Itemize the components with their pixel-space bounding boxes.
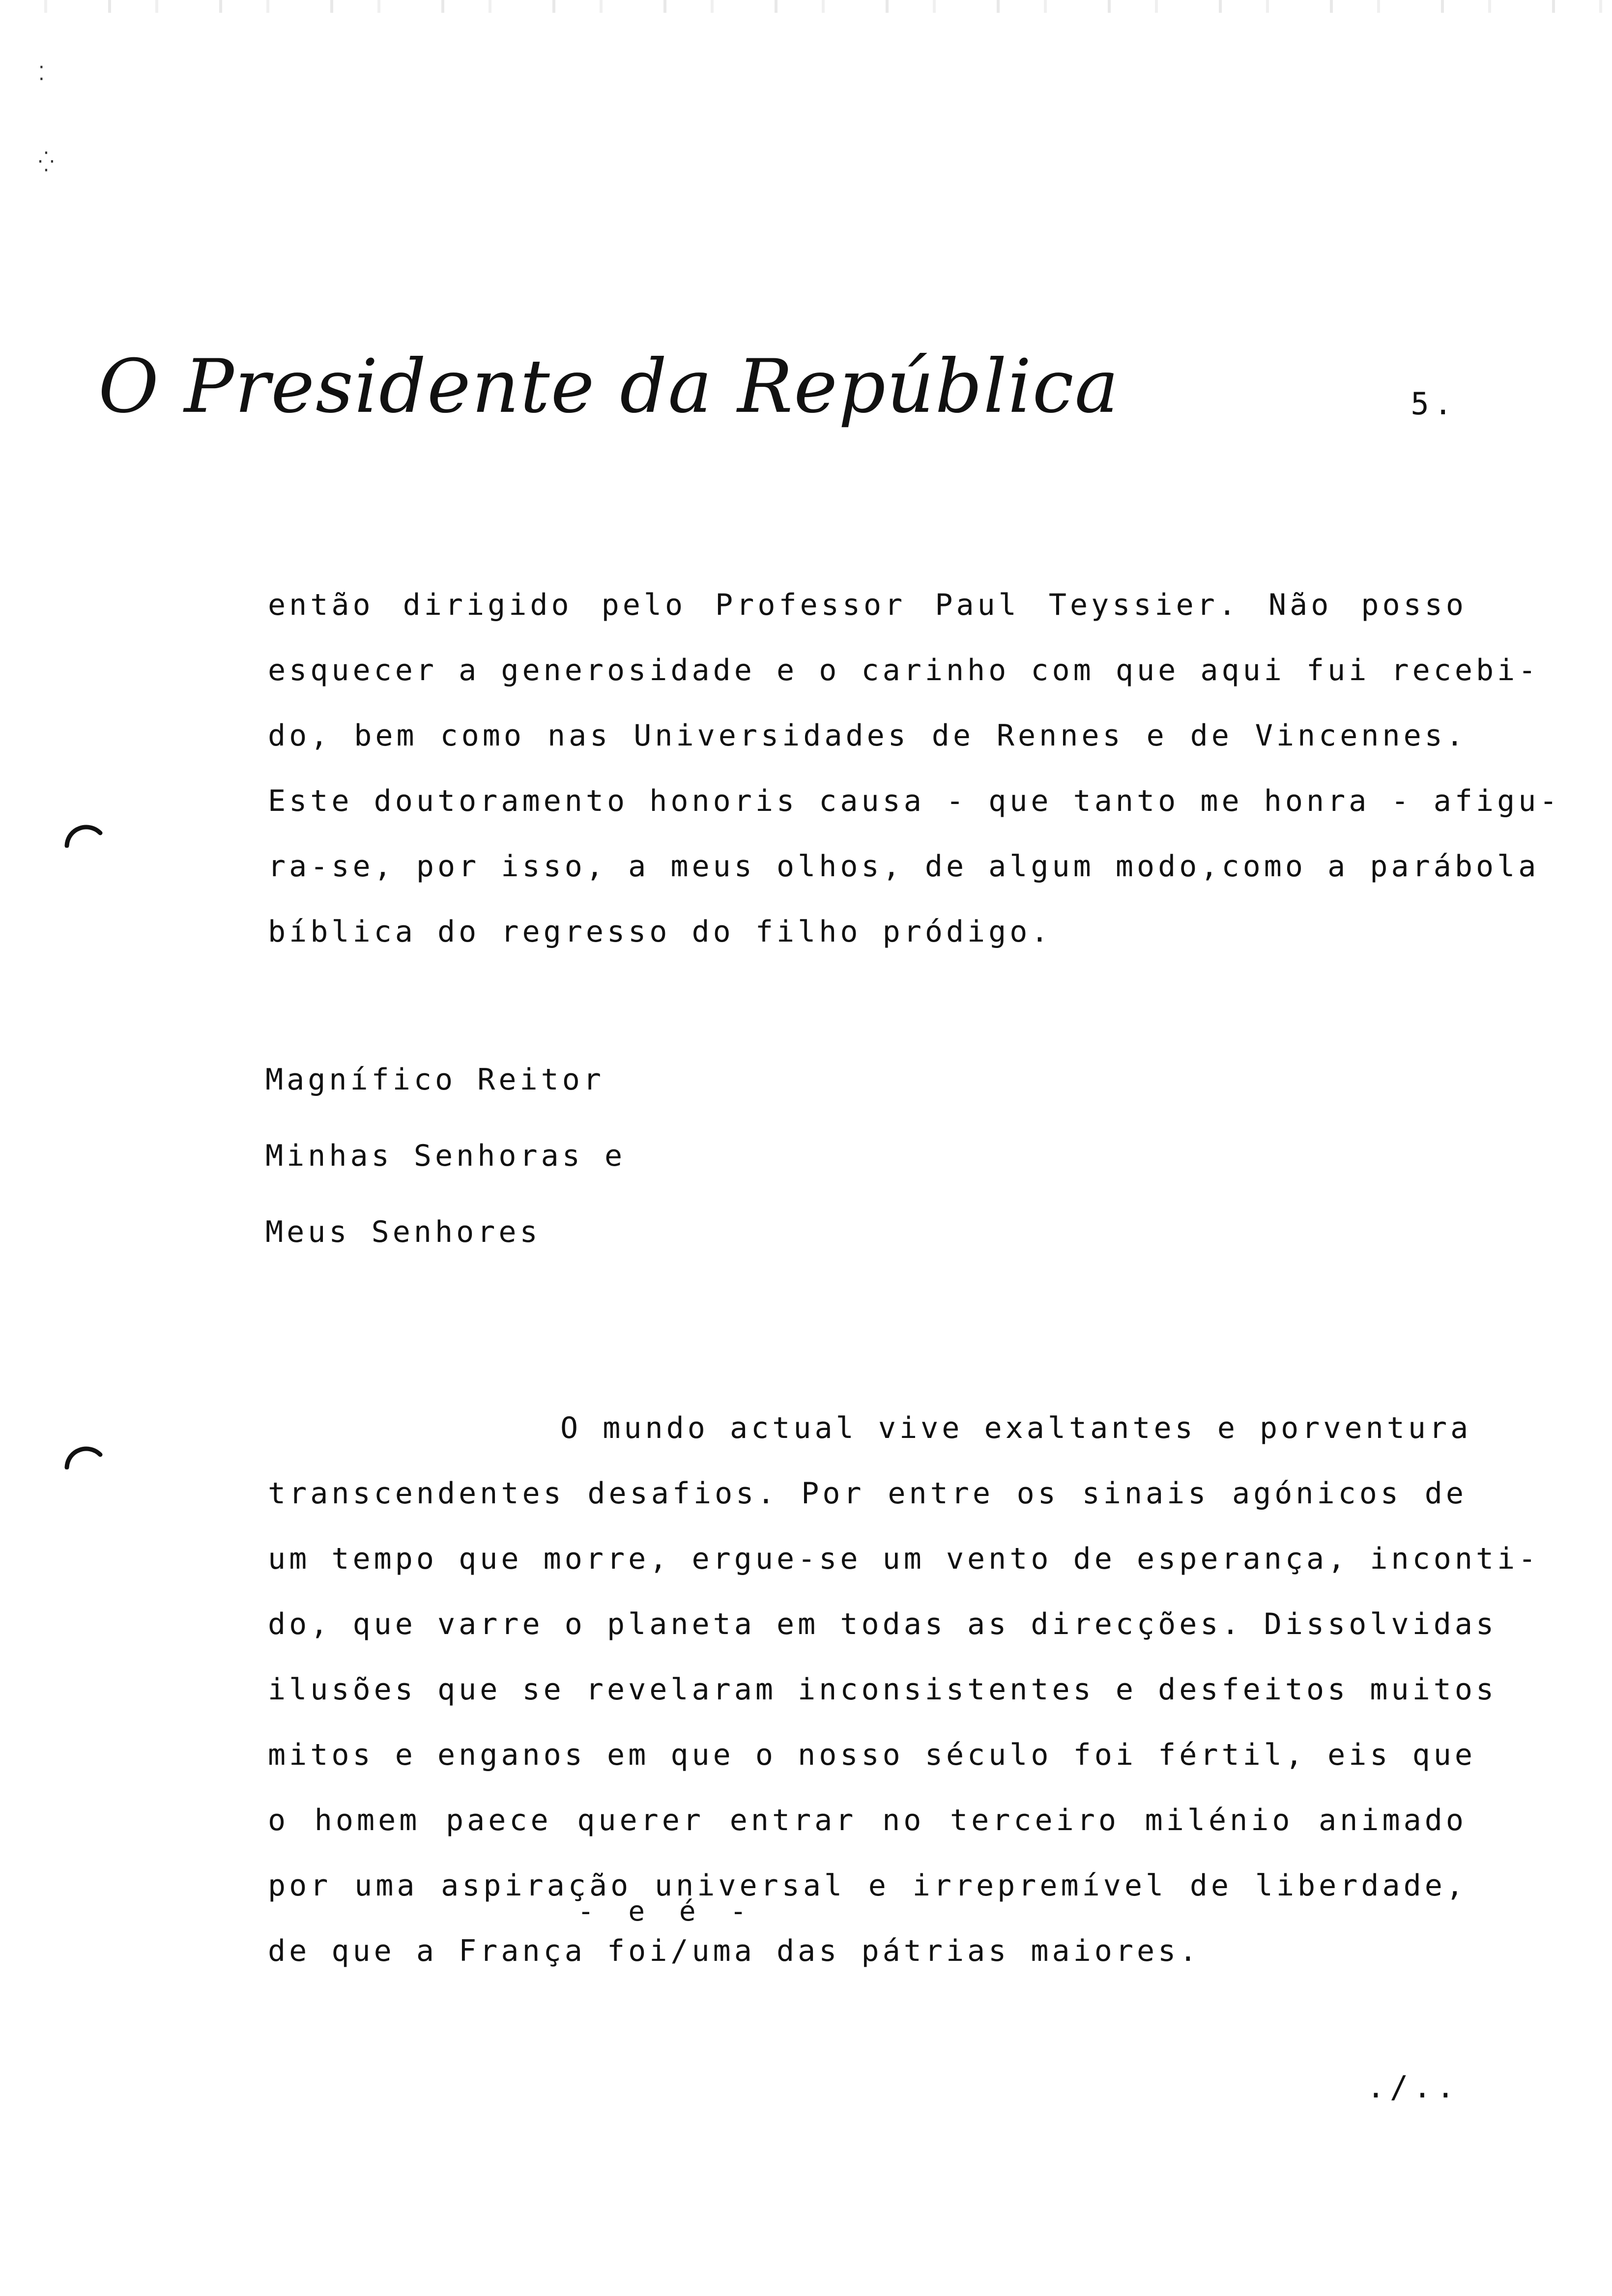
text-line: por uma aspiração universal e irrepremível de liberdade,	[268, 1868, 1467, 1903]
salutation-line: Meus Senhores	[265, 1215, 541, 1249]
text-line: bíblica do regresso do filho pródigo.	[268, 915, 1052, 949]
text-line: do, que varre o planeta em todas as direcções. Dissolvidas	[268, 1607, 1497, 1641]
text-line: do, bem como nas Universidades de Rennes e de Vincennes.	[268, 718, 1467, 753]
continuation-mark: ./..	[1366, 2069, 1460, 2105]
salutation-line: Minhas Senhoras e	[265, 1139, 626, 1173]
salutation-line: Magnífico Reitor	[265, 1062, 604, 1097]
text-line: ilusões que se revelaram inconsistentes e desfeitos muitos	[268, 1672, 1497, 1707]
margin-arc-icon	[64, 818, 103, 848]
text-line: então dirigido pelo Professor Paul Teyssier. Não posso	[268, 588, 1467, 622]
page-number: 5.	[1410, 386, 1457, 422]
letterhead-title: O Presidente da República	[98, 344, 1120, 430]
salutation	[265, 1042, 626, 1270]
text-line: O mundo actual vive exaltantes e porventura	[560, 1411, 1472, 1445]
handwritten-insertion: - e é -	[577, 1895, 756, 1927]
text-line: transcendentes desafios. Por entre os sinais agónicos de	[268, 1476, 1467, 1511]
scan-noise-strip	[0, 0, 1612, 13]
text-line: ra-se, por isso, a meus olhos, de algum modo,como a parábola	[268, 849, 1540, 884]
paragraph-2	[268, 1396, 1540, 1984]
margin-arc-icon	[64, 1440, 103, 1469]
text-line: esquecer a generosidade e o carinho com que aqui fui recebi-	[268, 653, 1540, 688]
paragraph-1	[268, 573, 1561, 965]
text-line: mitos e enganos em que o nosso século foi fértil, eis que	[268, 1738, 1476, 1772]
text-line: de que a França foi/uma das pátrias maiores.	[268, 1934, 1201, 1968]
text-line: um tempo que morre, ergue-se um vento de esperança, inconti-	[268, 1542, 1540, 1576]
text-line: Este doutoramento honoris causa - que tanto me honra - afigu-	[268, 784, 1561, 818]
margin-speck-icon: ⁛	[38, 151, 54, 173]
margin-speck-icon: ⁚	[38, 62, 45, 85]
text-line: o homem paece querer entrar no terceiro milénio animado	[268, 1803, 1467, 1837]
